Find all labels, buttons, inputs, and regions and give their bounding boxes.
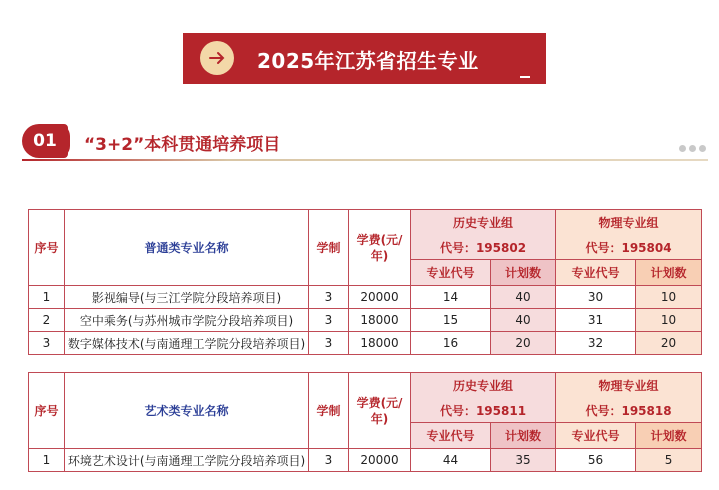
table-row — [29, 286, 702, 309]
header-physics-group: 物理专业组 — [556, 373, 702, 399]
cell-physics-plan: 10 — [636, 309, 702, 332]
header-seq: 序号 — [29, 373, 65, 449]
art-majors-table — [28, 372, 702, 472]
table-row — [29, 332, 702, 355]
banner-decoration — [520, 76, 530, 78]
section-number-badge: 01 — [22, 124, 68, 158]
cell-physics-code: 30 — [556, 286, 636, 309]
cell-fee: 18000 — [349, 332, 411, 355]
header-years: 学制 — [309, 373, 349, 449]
header-history-plan: 计划数 — [491, 423, 556, 449]
header-history-group: 历史专业组 — [411, 373, 556, 399]
header-seq: 序号 — [29, 210, 65, 286]
cell-physics-plan: 10 — [636, 286, 702, 309]
header-history-plan: 计划数 — [491, 260, 556, 286]
cell-years: 3 — [309, 286, 349, 309]
cell-physics-plan: 20 — [636, 332, 702, 355]
cell-years: 3 — [309, 449, 349, 472]
header-history-group: 历史专业组 — [411, 210, 556, 236]
section-divider — [22, 159, 708, 161]
cell-major: 影视编导(与三江学院分段培养项目) — [65, 286, 309, 309]
header-years: 学制 — [309, 210, 349, 286]
header-history-code: 代号：195811 — [411, 399, 556, 423]
cell-history-code: 14 — [411, 286, 491, 309]
header-history-code: 代号：195802 — [411, 236, 556, 260]
cell-history-code: 44 — [411, 449, 491, 472]
cell-physics-code: 31 — [556, 309, 636, 332]
cell-history-plan: 35 — [491, 449, 556, 472]
header-physics-major-code: 专业代号 — [556, 423, 636, 449]
cell-seq: 1 — [29, 286, 65, 309]
header-physics-group: 物理专业组 — [556, 210, 702, 236]
cell-history-plan: 20 — [491, 332, 556, 355]
header-physics-plan: 计划数 — [636, 260, 702, 286]
arrow-right-icon — [200, 41, 234, 75]
header-physics-code: 代号：195804 — [556, 236, 702, 260]
cell-years: 3 — [309, 332, 349, 355]
cell-fee: 18000 — [349, 309, 411, 332]
header-major-name: 艺术类专业名称 — [65, 373, 309, 449]
cell-fee: 20000 — [349, 286, 411, 309]
cell-major: 空中乘务(与苏州城市学院分段培养项目) — [65, 309, 309, 332]
cell-major: 数字媒体技术(与南通理工学院分段培养项目) — [65, 332, 309, 355]
cell-physics-plan: 5 — [636, 449, 702, 472]
cell-history-plan: 40 — [491, 309, 556, 332]
cell-history-plan: 40 — [491, 286, 556, 309]
header-history-major-code: 专业代号 — [411, 260, 491, 286]
header-history-major-code: 专业代号 — [411, 423, 491, 449]
table-row — [29, 449, 702, 472]
cell-years: 3 — [309, 309, 349, 332]
header-fee: 学费(元/年) — [349, 373, 411, 449]
cell-history-code: 16 — [411, 332, 491, 355]
cell-major: 环境艺术设计(与南通理工学院分段培养项目) — [65, 449, 309, 472]
header-fee: 学费(元/年) — [349, 210, 411, 286]
header-physics-plan: 计划数 — [636, 423, 702, 449]
section-title: “3+2”本科贯通培养项目 — [84, 135, 281, 155]
header-physics-major-code: 专业代号 — [556, 260, 636, 286]
cell-seq: 2 — [29, 309, 65, 332]
table-row — [29, 309, 702, 332]
cell-physics-code: 56 — [556, 449, 636, 472]
cell-seq: 3 — [29, 332, 65, 355]
cell-fee: 20000 — [349, 449, 411, 472]
cell-seq: 1 — [29, 449, 65, 472]
more-dots-icon — [679, 137, 709, 156]
general-majors-table — [28, 209, 702, 355]
header-major-name: 普通类专业名称 — [65, 210, 309, 286]
cell-physics-code: 32 — [556, 332, 636, 355]
header-physics-code: 代号：195818 — [556, 399, 702, 423]
title-banner — [183, 33, 546, 84]
page-title: 2025年江苏省招生专业 — [257, 49, 479, 73]
cell-history-code: 15 — [411, 309, 491, 332]
